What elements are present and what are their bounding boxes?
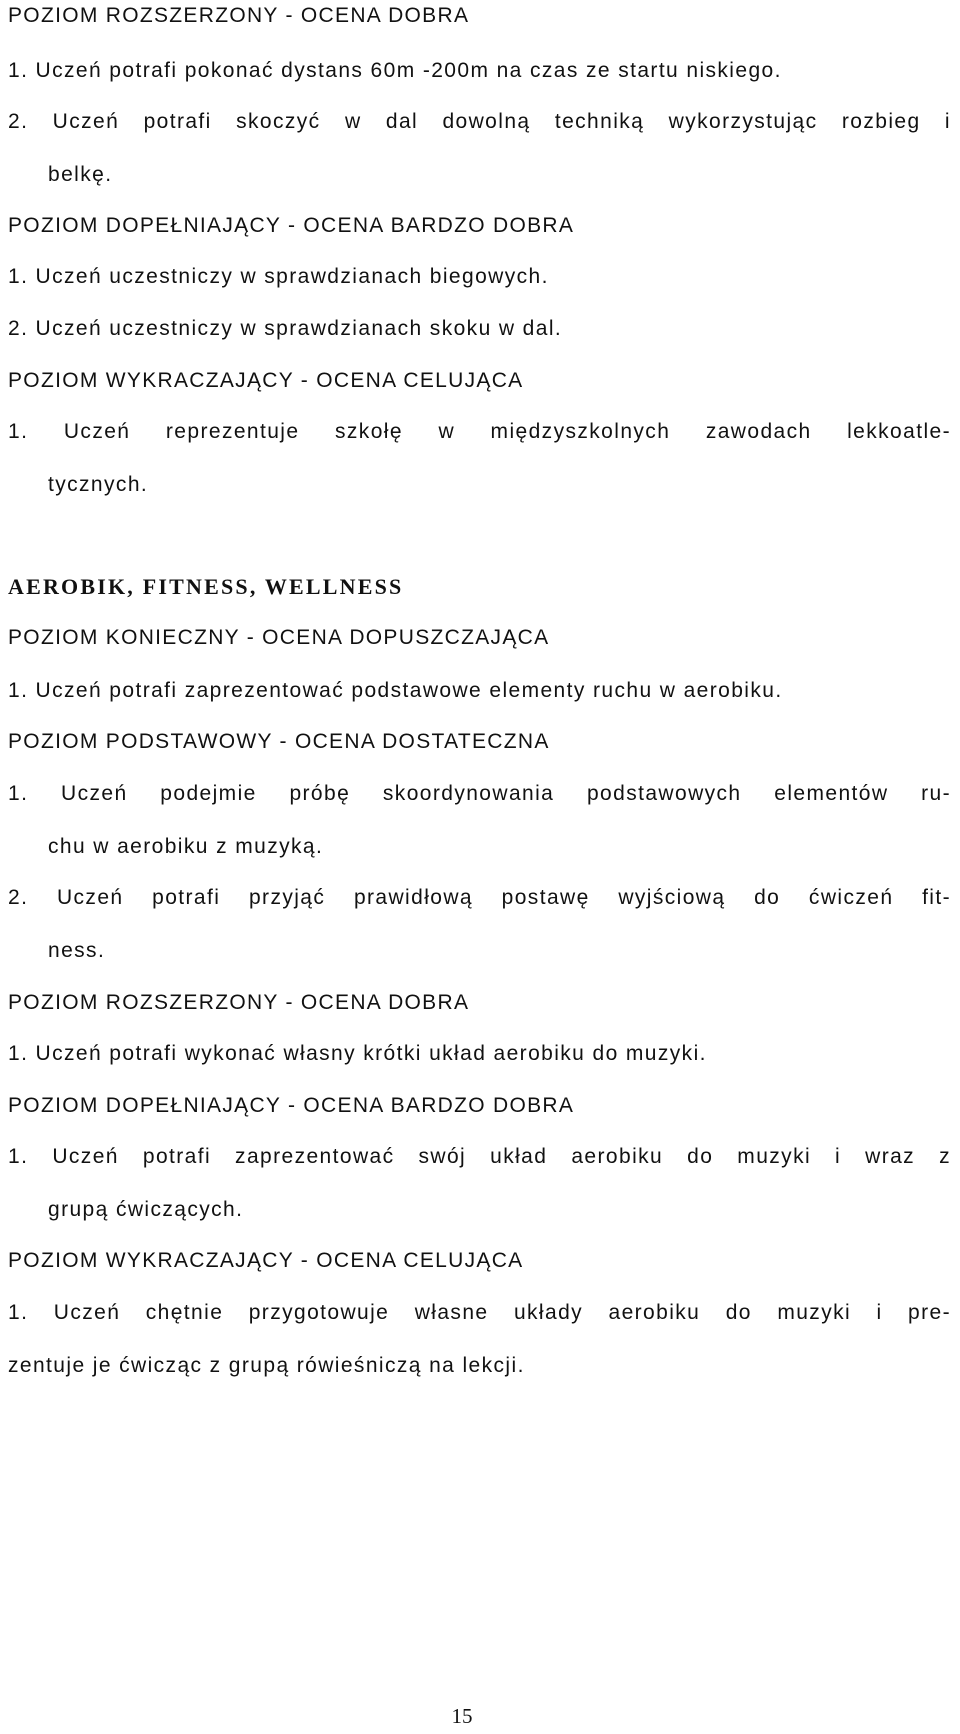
requirement-item-continuation: tycznych. <box>48 473 149 496</box>
level-heading-supplementary-very-good: POZIOM DOPEŁNIAJĄCY - OCENA BARDZO DOBRA <box>8 214 575 237</box>
requirement-item: 1. Uczeń chętnie przygotowuje własne układy aerobiku do muzyki i pre- <box>8 1301 951 1324</box>
level-heading-supplementary-very-good: POZIOM DOPEŁNIAJĄCY - OCENA BARDZO DOBRA <box>8 1094 575 1117</box>
requirement-item: 1. Uczeń podejmie próbę skoordynowania podstawowych elementów ru- <box>8 782 951 805</box>
section-heading: AEROBIK, FITNESS, WELLNESS <box>8 574 404 599</box>
requirement-item-continuation: grupą ćwiczących. <box>48 1198 244 1221</box>
page-number: 15 <box>451 1704 473 1728</box>
requirement-item: 1. Uczeń potrafi pokonać dystans 60m -200m na czas ze startu niskiego. <box>8 59 782 82</box>
level-heading-exceeding-excellent: POZIOM WYKRACZAJĄCY - OCENA CELUJĄCA <box>8 369 524 392</box>
requirement-item: 2. Uczeń potrafi przyjąć prawidłową postawę wyjściową do ćwiczeń fit- <box>8 886 951 909</box>
requirement-item-continuation: ness. <box>48 939 106 962</box>
level-heading-extended-good: POZIOM ROZSZERZONY - OCENA DOBRA <box>8 991 470 1014</box>
requirement-item: 1. Uczeń potrafi zaprezentować swój układ aerobiku do muzyki i wraz z <box>8 1145 951 1168</box>
requirement-item: 1. Uczeń reprezentuje szkołę w międzyszkolnych zawodach lekkoatle- <box>8 420 951 443</box>
requirement-item: 1. Uczeń uczestniczy w sprawdzianach biegowych. <box>8 265 549 288</box>
level-heading-necessary-sufficient: POZIOM KONIECZNY - OCENA DOPUSZCZAJĄCA <box>8 626 550 649</box>
level-heading-extended-good: POZIOM ROZSZERZONY - OCENA DOBRA <box>8 4 470 27</box>
level-heading-basic-satisfactory: POZIOM PODSTAWOWY - OCENA DOSTATECZNA <box>8 730 550 753</box>
requirement-item: 1. Uczeń potrafi wykonać własny krótki układ aerobiku do muzyki. <box>8 1042 707 1065</box>
requirement-item: 2. Uczeń uczestniczy w sprawdzianach skoku w dal. <box>8 317 563 340</box>
requirement-item: 1. Uczeń potrafi zaprezentować podstawowe elementy ruchu w aerobiku. <box>8 679 783 702</box>
requirement-item-continuation: belkę. <box>48 163 113 186</box>
requirement-item-continuation: zentuje je ćwicząc z grupą rówieśniczą na lekcji. <box>8 1354 525 1377</box>
level-heading-exceeding-excellent: POZIOM WYKRACZAJĄCY - OCENA CELUJĄCA <box>8 1249 524 1272</box>
requirement-item-continuation: chu w aerobiku z muzyką. <box>48 835 324 858</box>
requirement-item: 2. Uczeń potrafi skoczyć w dal dowolną techniką wykorzystując rozbieg i <box>8 110 951 133</box>
